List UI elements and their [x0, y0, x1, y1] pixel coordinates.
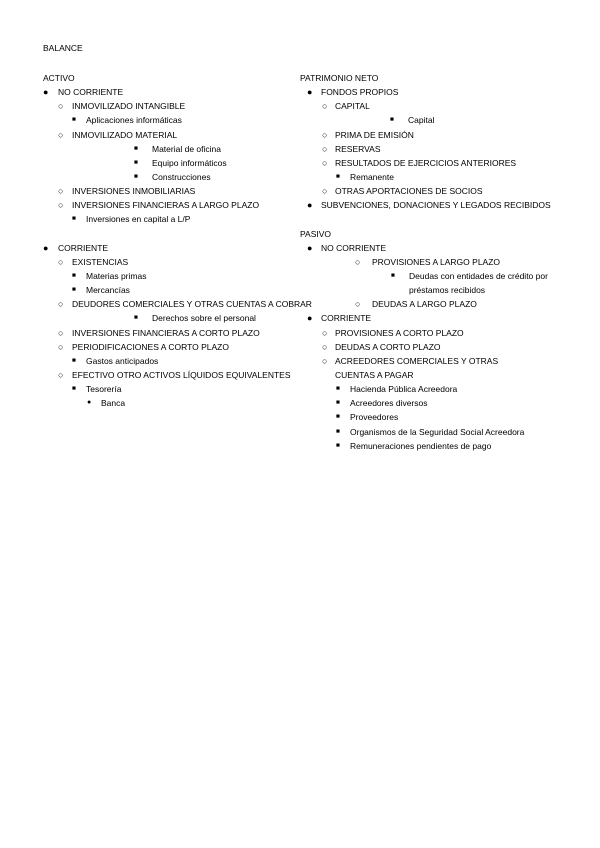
list-item: ○ EXISTENCIAS	[43, 255, 303, 269]
list-item: ■ Proveedores	[300, 410, 550, 424]
square-bullet-icon: ■	[336, 427, 340, 435]
list-item: ○ INMOVILIZADO INTANGIBLE	[43, 99, 303, 113]
list-item: ○ PRIMA DE EMISIÓN	[300, 128, 550, 142]
list-item: ○ RESULTADOS DE EJERCICIOS ANTERIORES	[300, 156, 550, 170]
square-bullet-icon: ■	[134, 172, 138, 180]
list-item: ○ EFECTIVO OTRO ACTIVOS LÍQUIDOS EQUIVALENTES	[43, 368, 303, 382]
list-item: ■ Materias primas	[43, 269, 303, 283]
list-item: ■ Equipo informáticos	[43, 156, 303, 170]
list-item: ■ Material de oficina	[43, 142, 303, 156]
list-item: ■ Gastos anticipados	[43, 354, 303, 368]
list-item: ○ PROVISIONES A LARGO PLAZO	[300, 255, 550, 269]
list-item: ○ PERIODIFICACIONES A CORTO PLAZO	[43, 340, 303, 354]
circle-bullet-icon: ○	[322, 341, 328, 352]
circle-bullet-icon: ○	[322, 143, 328, 154]
square-bullet-icon: ■	[134, 314, 138, 322]
list-item: ■ Mercancías	[43, 283, 303, 297]
square-bullet-icon: ■	[391, 271, 395, 279]
circle-bullet-icon: ○	[58, 101, 64, 112]
list-item: ■ Organismos de la Seguridad Social Acreedora	[300, 425, 550, 439]
list-item: ■ Capital	[300, 113, 550, 127]
list-item: ■ Remanente	[300, 170, 550, 184]
square-bullet-icon: ■	[72, 116, 76, 124]
square-bullet-icon: ■	[72, 385, 76, 393]
square-bullet-icon: ■	[390, 116, 394, 124]
list-item: ■ Tesorería	[43, 382, 303, 396]
list-item: ● SUBVENCIONES, DONACIONES Y LEGADOS RECIBIDOS	[300, 198, 550, 212]
list-item: ○ DEUDORES COMERCIALES Y OTRAS CUENTAS A COBRAR	[43, 297, 303, 311]
square-bullet-icon: ■	[72, 356, 76, 364]
section-heading-pasivo: PASIVO	[300, 228, 332, 239]
circle-bullet-icon: ○	[58, 299, 64, 310]
list-item: ○ INMOVILIZADO MATERIAL	[43, 128, 303, 142]
square-bullet-icon: ■	[72, 286, 76, 294]
circle-bullet-icon: ○	[322, 157, 328, 168]
list-item: ■ Construcciones	[43, 170, 303, 184]
section-heading-activo: ACTIVO	[43, 73, 75, 83]
list-item: ■ Inversiones en capital a L/P	[43, 212, 303, 226]
square-bullet-icon: ■	[72, 215, 76, 223]
list-item: ■ Remuneraciones pendientes de pago	[300, 439, 550, 453]
square-bullet-icon: ■	[336, 172, 340, 180]
list-item: ● CORRIENTE	[43, 241, 303, 255]
page-title: BALANCE	[43, 43, 83, 53]
list-item: ● CORRIENTE	[300, 311, 550, 325]
bullet-icon: ●	[43, 242, 49, 253]
bullet-icon: ●	[307, 313, 313, 324]
square-bullet-icon: ■	[134, 158, 138, 166]
list-item: ○ DEUDAS A CORTO PLAZO	[300, 340, 550, 354]
list-item: ■ Hacienda Pública Acreedora	[300, 382, 550, 396]
list-item: ○ DEUDAS A LARGO PLAZO	[300, 297, 550, 311]
circle-bullet-icon: ○	[58, 327, 64, 338]
bullet-icon: ●	[307, 200, 313, 211]
list-item: ○ ACREEDORES COMERCIALES Y OTRAS CUENTAS A PAGAR	[322, 355, 499, 380]
list-item: ■ Aplicaciones informáticas	[43, 113, 303, 127]
list-item: ○ INVERSIONES FINANCIERAS A CORTO PLAZO	[43, 326, 303, 340]
circle-bullet-icon: ○	[58, 129, 64, 140]
list-item: ● NO CORRIENTE	[300, 241, 550, 255]
bullet-icon: ●	[43, 87, 49, 98]
list-item: ○ OTRAS APORTACIONES DE SOCIOS	[300, 184, 550, 198]
patrimonio-pasivo-column	[300, 71, 550, 453]
square-bullet-icon: ■	[336, 441, 340, 449]
square-bullet-icon: ■	[134, 144, 138, 152]
list-item: ■ Acreedores diversos	[300, 396, 550, 410]
square-bullet-icon: ■	[336, 413, 340, 421]
circle-bullet-icon: ○	[58, 369, 64, 380]
circle-bullet-icon: ○	[58, 200, 64, 211]
list-item: ■ Derechos sobre el personal	[43, 311, 303, 325]
bullet-icon: ●	[307, 87, 313, 98]
circle-bullet-icon: ○	[58, 186, 64, 197]
circle-bullet-icon: ○	[322, 186, 328, 197]
section-heading-patrimonio: PATRIMONIO NETO	[300, 73, 379, 83]
circle-bullet-icon: ○	[58, 341, 64, 352]
list-item: ○ INVERSIONES FINANCIERAS A LARGO PLAZO	[43, 198, 303, 212]
circle-bullet-icon: ○	[322, 355, 328, 366]
circle-bullet-icon: ○	[322, 101, 328, 112]
square-bullet-icon: ■	[72, 271, 76, 279]
bullet-icon: ●	[87, 399, 92, 407]
activo-column	[43, 71, 312, 410]
list-item: ● Banca	[43, 396, 303, 410]
list-item: ● FONDOS PROPIOS	[300, 85, 550, 99]
list-item: ● NO CORRIENTE	[43, 85, 303, 99]
list-item: ○ PROVISIONES A CORTO PLAZO	[300, 326, 550, 340]
list-item: ○ RESERVAS	[300, 142, 550, 156]
circle-bullet-icon: ○	[58, 256, 64, 267]
circle-bullet-icon: ○	[355, 256, 361, 267]
circle-bullet-icon: ○	[322, 129, 328, 140]
square-bullet-icon: ■	[336, 399, 340, 407]
bullet-icon: ●	[307, 242, 313, 253]
square-bullet-icon: ■	[336, 385, 340, 393]
circle-bullet-icon: ○	[322, 327, 328, 338]
list-item: ○ CAPITAL	[300, 99, 550, 113]
list-item: ○ INVERSIONES INMOBILIARIAS	[43, 184, 303, 198]
list-item: ■ Deudas con entidades de crédito por préstamos recibidos	[391, 270, 548, 296]
circle-bullet-icon: ○	[355, 299, 361, 310]
